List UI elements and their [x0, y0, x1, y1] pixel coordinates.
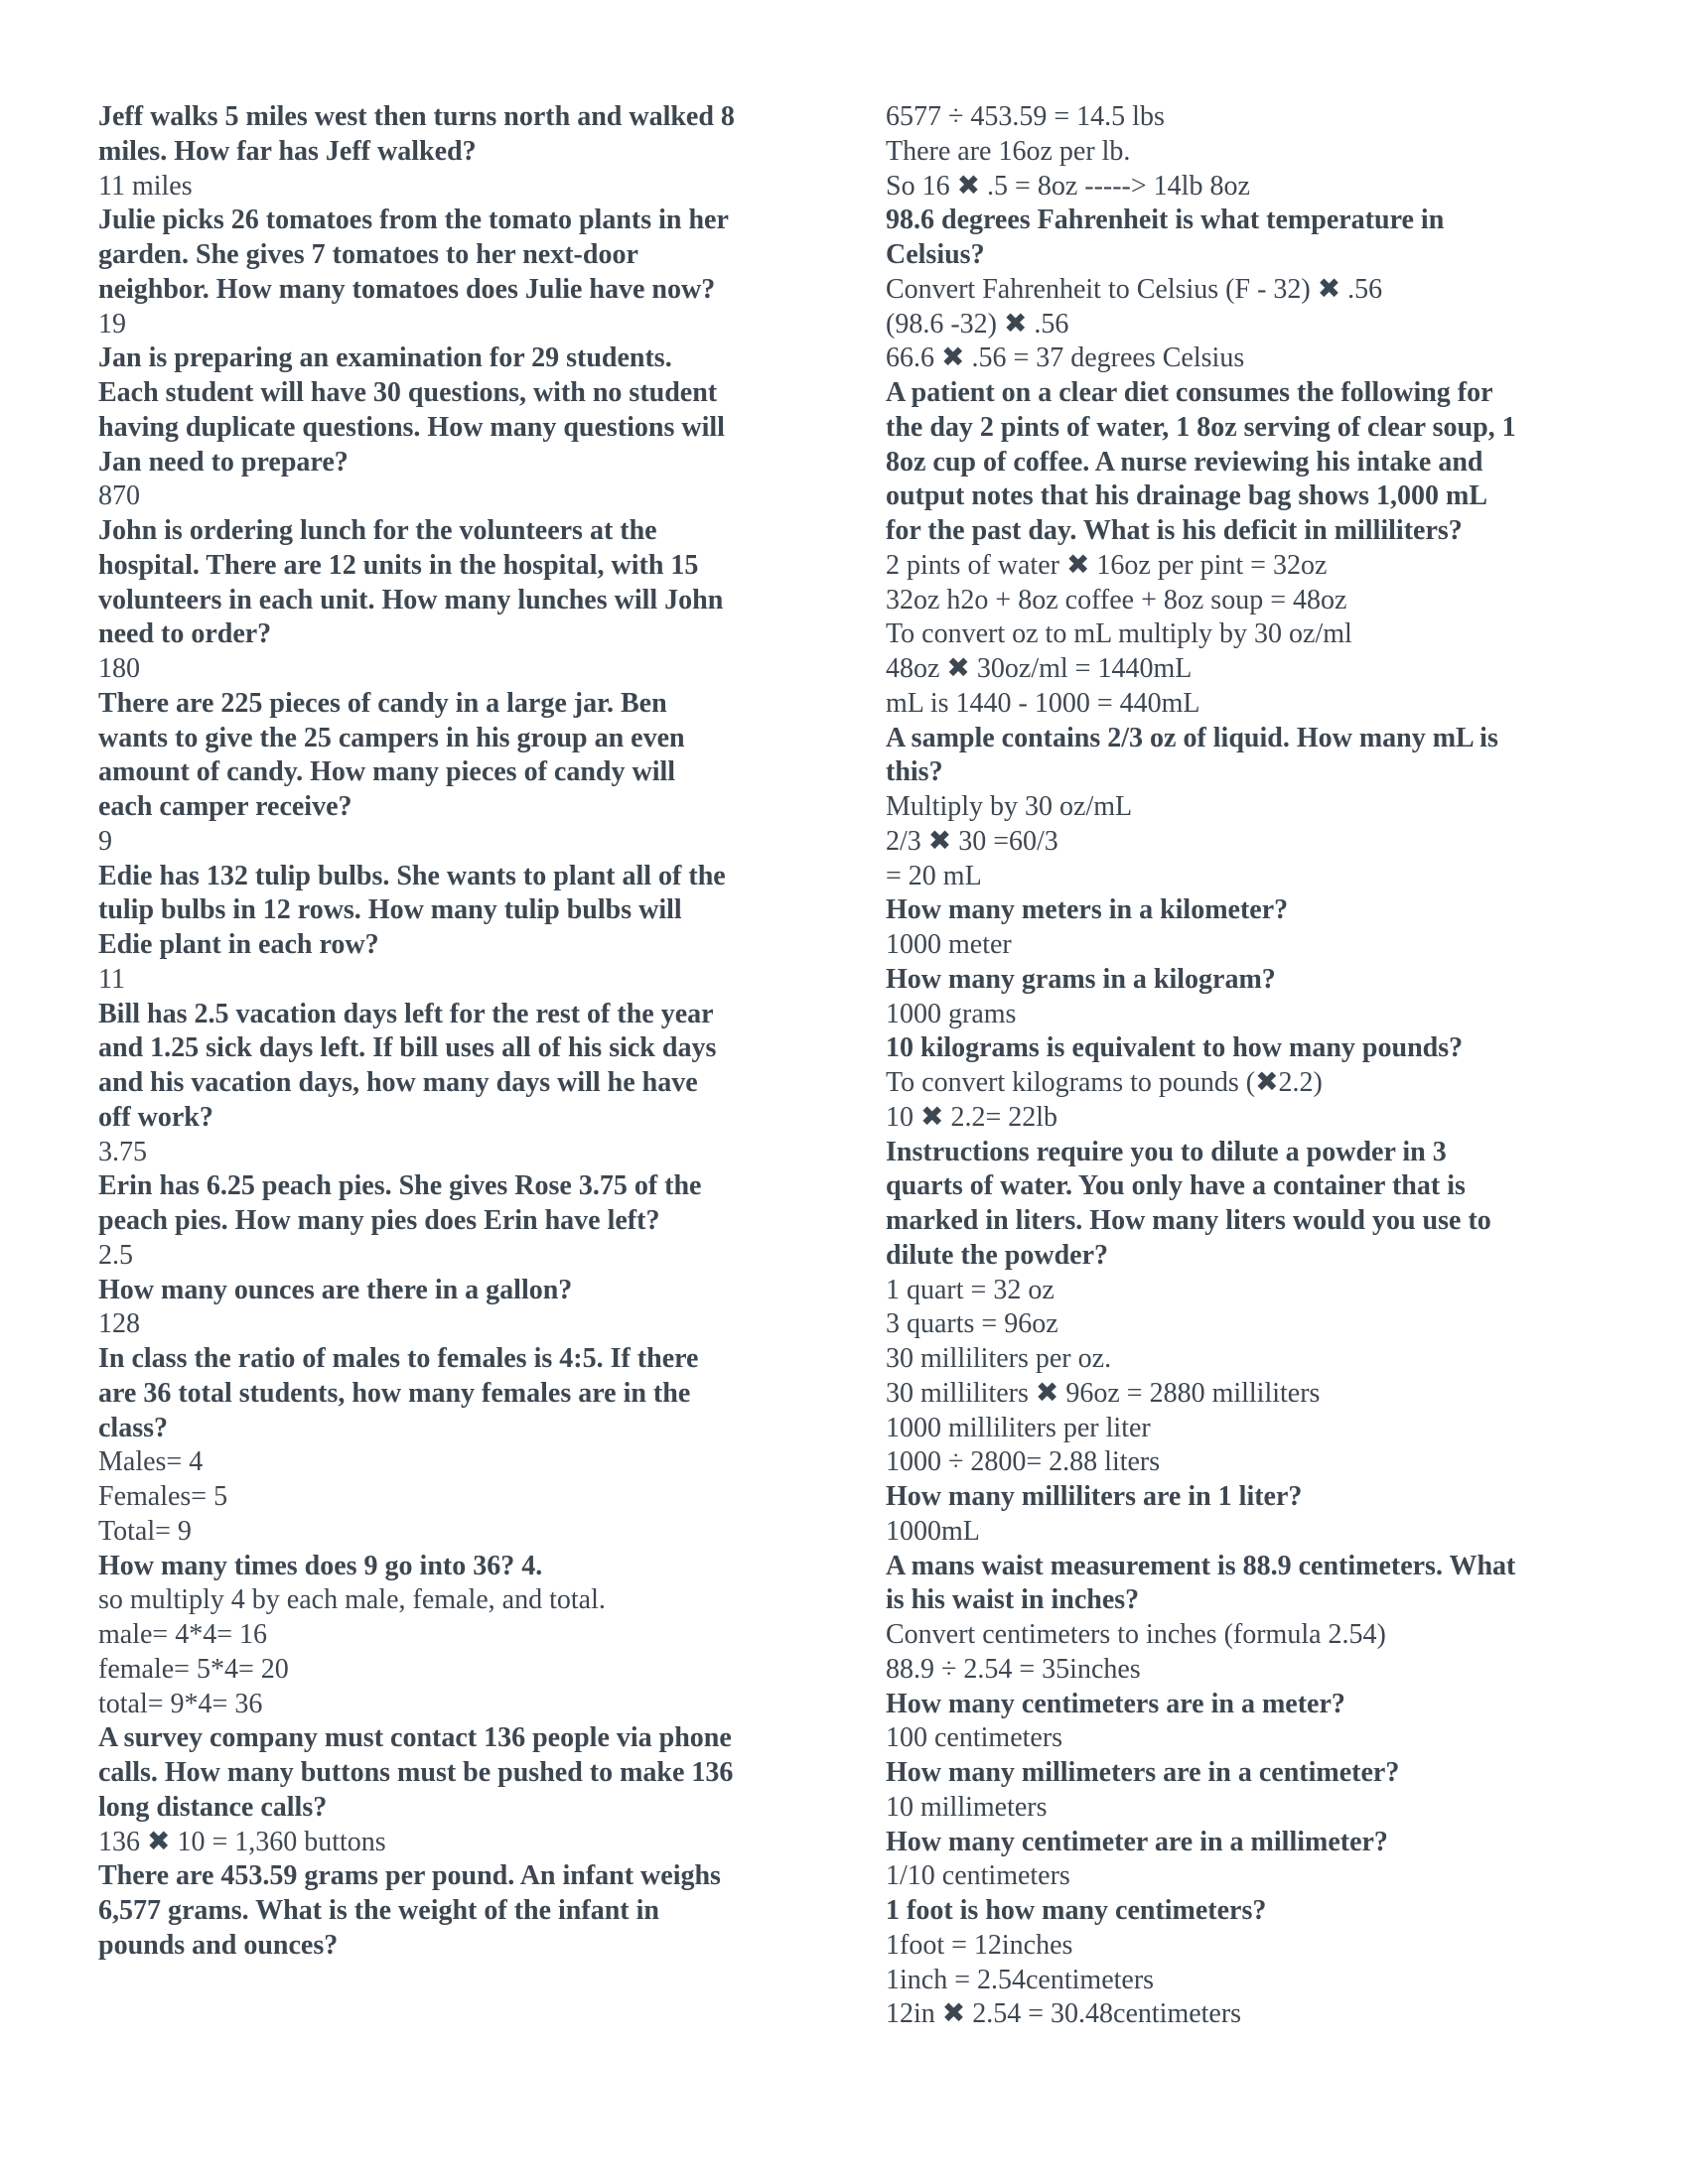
- question-line: Jeff walks 5 miles west then turns north and walked 8: [98, 101, 735, 132]
- answer-line: 30 milliliters per oz.: [886, 1343, 1112, 1374]
- question-line: dilute the powder?: [886, 1239, 1108, 1271]
- answer-line: Females= 5: [98, 1481, 228, 1512]
- question-line: 10 kilograms is equivalent to how many pounds?: [886, 1032, 1464, 1064]
- answer-line: 1 quart = 32 oz: [886, 1274, 1055, 1305]
- answer-line: To convert oz to mL multiply by 30 oz/ml: [886, 618, 1352, 650]
- answer-line: 10 ✖ 2.2= 22lb: [886, 1101, 1058, 1133]
- answer-line: 30 milliliters ✖ 96oz = 2880 milliliters: [886, 1377, 1321, 1409]
- answer-line: 11: [98, 963, 125, 995]
- left-column: [98, 100, 813, 1964]
- question-line: output notes that his drainage bag shows 1,000 mL: [886, 480, 1487, 512]
- answer-line: Total= 9: [98, 1515, 192, 1547]
- question-line: A survey company must contact 136 people via phone: [98, 1722, 732, 1754]
- question-line: off work?: [98, 1101, 213, 1133]
- question-line: wants to give the 25 campers in his group an even: [98, 722, 685, 753]
- question-line: having duplicate questions. How many questions will: [98, 411, 725, 443]
- question-line: Erin has 6.25 peach pies. She gives Rose 3.75 of the: [98, 1170, 702, 1202]
- answer-line: 10 millimeters: [886, 1791, 1048, 1823]
- answer-line: 9: [98, 825, 112, 857]
- answer-line: mL is 1440 - 1000 = 440mL: [886, 687, 1200, 719]
- question-line: In class the ratio of males to females is 4:5. If there: [98, 1343, 699, 1374]
- question-line: 6,577 grams. What is the weight of the infant in: [98, 1895, 659, 1926]
- answer-line: 1/10 centimeters: [886, 1860, 1070, 1892]
- question-line: Jan need to prepare?: [98, 446, 349, 478]
- answer-line: (98.6 -32) ✖ .56: [886, 308, 1069, 340]
- answer-line: So 16 ✖ .5 = 8oz -----> 14lb 8oz: [886, 170, 1250, 202]
- answer-line: 2.5: [98, 1239, 133, 1271]
- question-line: need to order?: [98, 618, 272, 650]
- answer-line: 2 pints of water ✖ 16oz per pint = 32oz: [886, 549, 1328, 581]
- answer-line: Convert Fahrenheit to Celsius (F - 32) ✖ .56: [886, 273, 1383, 305]
- answer-line: total= 9*4= 36: [98, 1688, 263, 1719]
- question-line: How many grams in a kilogram?: [886, 963, 1276, 995]
- answer-line: Males= 4: [98, 1446, 204, 1478]
- question-line: are 36 total students, how many females are in the: [98, 1377, 691, 1409]
- question-line: Instructions require you to dilute a powder in 3: [886, 1136, 1447, 1167]
- question-line: pounds and ounces?: [98, 1929, 339, 1961]
- question-line: Edie plant in each row?: [98, 929, 379, 960]
- answer-line: 1000 grams: [886, 998, 1017, 1029]
- question-line: How many millimeters are in a centimeter?: [886, 1757, 1400, 1788]
- question-line: A sample contains 2/3 oz of liquid. How many mL is: [886, 722, 1498, 753]
- question-line: There are 225 pieces of candy in a large jar. Ben: [98, 687, 667, 719]
- answer-line: 1000 ÷ 2800= 2.88 liters: [886, 1446, 1161, 1478]
- question-line: neighbor. How many tomatoes does Julie have now?: [98, 273, 716, 305]
- question-line: miles. How far has Jeff walked?: [98, 135, 477, 167]
- answer-line: 870: [98, 480, 140, 512]
- question-line: garden. She gives 7 tomatoes to her next-door: [98, 239, 638, 270]
- answer-line: male= 4*4= 16: [98, 1619, 267, 1650]
- question-line: How many centimeters are in a meter?: [886, 1688, 1345, 1719]
- answer-line: Convert centimeters to inches (formula 2.54): [886, 1619, 1386, 1650]
- answer-line: To convert kilograms to pounds (✖2.2): [886, 1067, 1323, 1098]
- answer-line: 6577 ÷ 453.59 = 14.5 lbs: [886, 101, 1165, 132]
- answer-line: There are 16oz per lb.: [886, 135, 1131, 167]
- answer-line: 48oz ✖ 30oz/ml = 1440mL: [886, 653, 1193, 684]
- right-column: [886, 100, 1601, 2032]
- question-line: Julie picks 26 tomatoes from the tomato plants in her: [98, 205, 729, 236]
- question-line: and his vacation days, how many days will he have: [98, 1067, 698, 1098]
- answer-line: 180: [98, 653, 140, 684]
- question-line: hospital. There are 12 units in the hospital, with 15: [98, 549, 699, 581]
- question-line: Celsius?: [886, 239, 985, 270]
- question-line: and 1.25 sick days left. If bill uses all of his sick days: [98, 1032, 717, 1064]
- answer-line: 11 miles: [98, 170, 193, 202]
- question-line: amount of candy. How many pieces of candy will: [98, 756, 676, 788]
- question-line: this?: [886, 756, 943, 788]
- answer-line: 3 quarts = 96oz: [886, 1308, 1058, 1340]
- question-line: calls. How many buttons must be pushed to make 136: [98, 1757, 734, 1788]
- answer-line: 100 centimeters: [886, 1722, 1063, 1754]
- answer-line: 2/3 ✖ 30 =60/3: [886, 825, 1058, 857]
- question-line: marked in liters. How many liters would you use to: [886, 1205, 1491, 1236]
- question-line: 8oz cup of coffee. A nurse reviewing his intake and: [886, 446, 1483, 478]
- question-line: for the past day. What is his deficit in milliliters?: [886, 515, 1463, 546]
- question-line: How many ounces are there in a gallon?: [98, 1274, 573, 1305]
- question-line: How many milliliters are in 1 liter?: [886, 1481, 1303, 1512]
- question-line: Each student will have 30 questions, with no student: [98, 377, 718, 408]
- answer-line: so multiply 4 by each male, female, and total.: [98, 1584, 606, 1616]
- question-line: A mans waist measurement is 88.9 centimeters. What: [886, 1550, 1516, 1581]
- answer-line: 1000 milliliters per liter: [886, 1412, 1151, 1443]
- question-line: class?: [98, 1412, 168, 1443]
- answer-line: 1000 meter: [886, 929, 1012, 960]
- question-line: long distance calls?: [98, 1791, 328, 1823]
- answer-line: 1000mL: [886, 1515, 980, 1547]
- question-line: How many centimeter are in a millimeter?: [886, 1826, 1388, 1857]
- answer-line: = 20 mL: [886, 860, 982, 891]
- answer-line: 19: [98, 308, 126, 340]
- answer-line: 1inch = 2.54centimeters: [886, 1964, 1155, 1995]
- question-line: A patient on a clear diet consumes the following for: [886, 377, 1493, 408]
- answer-line: female= 5*4= 20: [98, 1653, 289, 1685]
- question-line: There are 453.59 grams per pound. An infant weighs: [98, 1860, 721, 1892]
- answer-line: 136 ✖ 10 = 1,360 buttons: [98, 1826, 386, 1857]
- question-line: is his waist in inches?: [886, 1584, 1140, 1616]
- answer-line: 128: [98, 1308, 140, 1340]
- question-line: Jan is preparing an examination for 29 students.: [98, 342, 672, 374]
- question-line: peach pies. How many pies does Erin have left?: [98, 1205, 660, 1236]
- question-line: tulip bulbs in 12 rows. How many tulip bulbs will: [98, 894, 682, 926]
- answer-line: 66.6 ✖ .56 = 37 degrees Celsius: [886, 342, 1245, 374]
- answer-line: 12in ✖ 2.54 = 30.48centimeters: [886, 1998, 1242, 2030]
- answer-line: 32oz h2o + 8oz coffee + 8oz soup = 48oz: [886, 584, 1347, 615]
- answer-line: 88.9 ÷ 2.54 = 35inches: [886, 1653, 1141, 1685]
- answer-line: 3.75: [98, 1136, 147, 1167]
- question-line: 1 foot is how many centimeters?: [886, 1895, 1267, 1926]
- question-line: 98.6 degrees Fahrenheit is what temperature in: [886, 205, 1445, 236]
- question-line: the day 2 pints of water, 1 8oz serving of clear soup, 1: [886, 411, 1516, 443]
- question-line: Edie has 132 tulip bulbs. She wants to plant all of the: [98, 860, 726, 891]
- question-line: John is ordering lunch for the volunteers at the: [98, 515, 657, 546]
- answer-line: Multiply by 30 oz/mL: [886, 791, 1133, 822]
- question-line: quarts of water. You only have a container that is: [886, 1170, 1466, 1202]
- question-line: How many times does 9 go into 36? 4.: [98, 1550, 543, 1581]
- question-line: each camper receive?: [98, 791, 352, 822]
- question-line: How many meters in a kilometer?: [886, 894, 1289, 926]
- answer-line: 1foot = 12inches: [886, 1929, 1073, 1961]
- question-line: volunteers in each unit. How many lunches will John: [98, 584, 724, 615]
- question-line: Bill has 2.5 vacation days left for the rest of the year: [98, 998, 714, 1029]
